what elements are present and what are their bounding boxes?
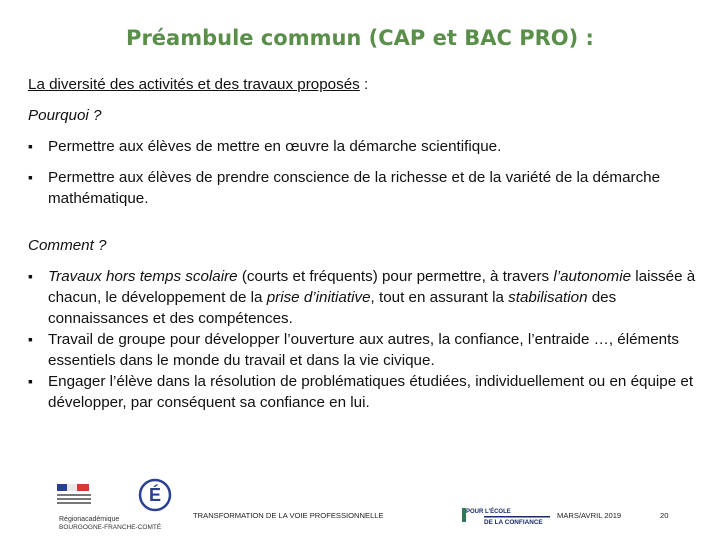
footer-date: MARS/AVRIL 2019	[557, 511, 622, 520]
how-item-2: ▪ Travail de groupe pour développer l’ouverture aux autres, la confiance, l’entraide …, éléments essentiels dans le monde du travail et dans la vie civique.	[28, 329, 703, 371]
how-item-1: ▪ Travaux hors temps scolaire (courts et fréquents) pour permettre, à travers l’autonomie laissée à chacun, le développement de la prise d’initiative, tout en assurant la stabilisation des connaissances et des compétences.	[28, 266, 703, 329]
page-number: 20	[660, 511, 669, 520]
academie-e-logo	[133, 470, 173, 512]
footer	[0, 460, 720, 540]
ecole-confiance-logo	[462, 500, 552, 528]
footer-center-text: TRANSFORMATION DE LA VOIE PROFESSIONNELLE	[193, 511, 384, 520]
why-item-1: ▪ Permettre aux élèves de mettre en œuvre la démarche scientifique.	[28, 136, 703, 157]
section-heading: La diversité des activités et des travaux proposés :	[28, 76, 369, 93]
why-item-2: ▪ Permettre aux élèves de prendre conscience de la richesse et de la variété de la démarche mathématique.	[28, 167, 703, 209]
ecole-line1: POUR L'ÉCOLE	[466, 509, 511, 515]
main-content	[28, 74, 703, 413]
region-text: Régionacadémique BOURGOGNE-FRANCHE-COMTÉ	[59, 516, 162, 531]
how-label: Comment ?	[28, 237, 107, 254]
page-title: Préambule commun (CAP et BAC PRO) :	[126, 26, 594, 50]
ecole-line2: DE LA CONFIANCE	[484, 519, 543, 526]
why-label: Pourquoi ?	[28, 107, 102, 124]
e-letter: É	[148, 485, 162, 505]
region-lines	[57, 494, 91, 506]
how-item-3: ▪ Engager l’élève dans la résolution de problématiques étudiées, individuellement ou en équipe et développer, par conséquent sa confiance en lui.	[28, 371, 703, 413]
